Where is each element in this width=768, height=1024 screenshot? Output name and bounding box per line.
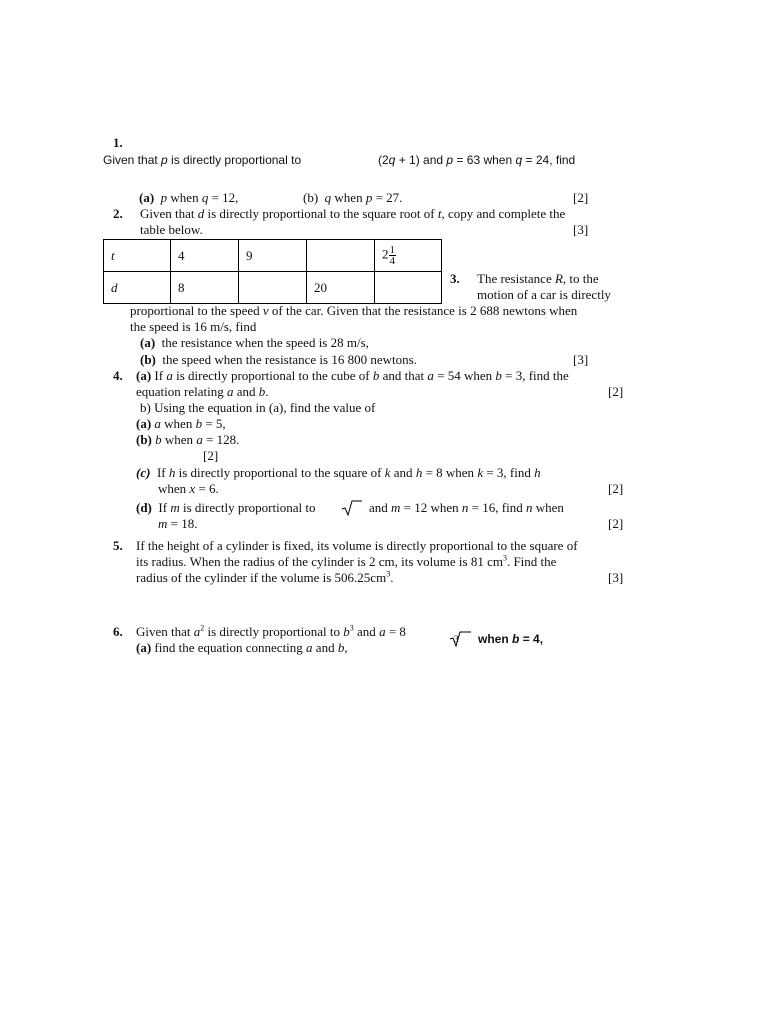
table-cell-mixed-number xyxy=(375,240,442,272)
q1-number: 1. xyxy=(113,135,123,150)
var-a: a xyxy=(427,368,434,383)
q4-text: = 12 when xyxy=(400,500,462,515)
q4-text: = 6. xyxy=(195,481,219,496)
var-q: q xyxy=(201,190,209,205)
root-index: 3 xyxy=(454,634,459,644)
q1-stem-text: = 63 when xyxy=(453,153,516,167)
var-q: q xyxy=(388,153,396,167)
var-h: h xyxy=(168,465,176,480)
table-cell xyxy=(239,272,307,304)
q3-text: , to the xyxy=(562,271,599,286)
q4-text: equation relating xyxy=(136,384,227,399)
q4-text: is directly proportional to the square of xyxy=(175,465,385,480)
proportion-table xyxy=(103,239,442,304)
var-b: b xyxy=(512,632,520,646)
q2-text: Given that xyxy=(140,206,198,221)
q4-text: . xyxy=(265,384,269,399)
part-text: the speed when the resistance is 16 800 newtons. xyxy=(162,352,417,367)
q4-text: and xyxy=(369,500,392,515)
var-t: t xyxy=(437,206,442,221)
var-p: p xyxy=(446,153,454,167)
table-cell xyxy=(375,272,442,304)
q1-stem-text: is directly proportional to xyxy=(167,153,302,167)
var-q: q xyxy=(515,153,523,167)
q2-line2: table below. xyxy=(140,222,203,237)
q4-d-marks: [2] xyxy=(608,516,624,531)
q4-part-d-line2 xyxy=(158,516,197,531)
part-label: (a) xyxy=(139,190,155,205)
q1-part-a xyxy=(139,190,238,205)
var-b: b xyxy=(195,416,203,431)
cube-root-sign-icon xyxy=(449,630,473,648)
q2-line1 xyxy=(140,206,565,221)
q4-text: = 8 when xyxy=(422,465,478,480)
part-label: (a) xyxy=(136,368,152,383)
q3-line4: the speed is 16 m/s, find xyxy=(130,319,257,334)
q4-part-b-intro: b) Using the equation in (a), find the value of xyxy=(140,400,376,415)
part-label: (d) xyxy=(136,500,152,515)
var-b: b xyxy=(343,624,350,639)
q1-stem-text: = 24, find xyxy=(522,153,576,167)
table-cell: d xyxy=(104,272,171,304)
q5-number: 5. xyxy=(113,538,123,553)
q5-text: its radius. When the radius of the cylinder is 2 cm, its volume is 81 cm xyxy=(136,554,503,569)
var-x: x xyxy=(189,481,196,496)
whole-part: 2 xyxy=(382,246,389,262)
q4-text: = 5, xyxy=(202,416,226,431)
q3-line2: motion of a car is directly xyxy=(477,287,611,302)
q4-part-c-line1 xyxy=(136,465,541,480)
var-b: b xyxy=(258,384,266,399)
part-label: (b) xyxy=(140,352,156,367)
q3-part-a xyxy=(140,335,369,350)
q2-marks: [3] xyxy=(573,222,589,237)
square-root-sign-icon xyxy=(341,499,363,517)
q3-line3 xyxy=(130,303,577,318)
var-a: a xyxy=(196,432,203,447)
q6-text: , xyxy=(344,640,348,655)
var-q: q xyxy=(324,190,332,205)
table-row-d xyxy=(104,272,442,304)
q4-text: If xyxy=(158,500,171,515)
var-d: d xyxy=(197,206,205,221)
q6-text: and xyxy=(353,624,380,639)
q4-text: is directly proportional to xyxy=(179,500,316,515)
q4-text: = 3, find the xyxy=(501,368,569,383)
q4-text: and that xyxy=(379,368,428,383)
q3-marks: [3] xyxy=(573,352,589,367)
q6-text: Given that xyxy=(136,624,194,639)
q2-text: is directly proportional to the square root of xyxy=(204,206,438,221)
var-n: n xyxy=(461,500,469,515)
q6-text: when xyxy=(478,632,513,646)
table-cell xyxy=(307,240,375,272)
q4-part-c-line2 xyxy=(158,481,219,496)
q3-text: proportional to the speed xyxy=(130,303,263,318)
var-p: p xyxy=(160,190,168,205)
part-text: when xyxy=(331,190,366,205)
part-text: = 12, xyxy=(208,190,239,205)
part-label: (c) xyxy=(136,465,151,480)
part-label: (a) xyxy=(136,416,152,431)
q1-stem-text: Given that xyxy=(103,153,162,167)
q4-sub-marks: [2] xyxy=(203,448,219,463)
q4-text: is directly proportional to the cube of xyxy=(172,368,373,383)
var-a: a xyxy=(379,624,386,639)
superscript: 3 xyxy=(386,569,391,579)
q4-text: when xyxy=(158,481,190,496)
q1-part-b xyxy=(303,190,402,205)
q4-text: = 18. xyxy=(167,516,198,531)
var-b: b xyxy=(155,432,162,447)
var-b: b xyxy=(337,640,345,655)
q2-text: , copy and complete the xyxy=(441,206,566,221)
q4-part-d-line1 xyxy=(136,500,315,515)
q5-line3 xyxy=(136,570,393,585)
q6-text: is directly proportional to xyxy=(204,624,344,639)
var-b: b xyxy=(372,368,380,383)
table-cell: 8 xyxy=(171,272,239,304)
var-m: m xyxy=(170,500,180,515)
table-cell: 20 xyxy=(307,272,375,304)
part-label: (b) xyxy=(136,432,152,447)
q4-a-marks: [2] xyxy=(608,384,624,399)
q6-text: and xyxy=(312,640,338,655)
q1-stem-text: + 1) and xyxy=(395,153,447,167)
q6-text: find the equation connecting xyxy=(151,640,307,655)
q4-sub-a xyxy=(136,416,226,431)
q4-text: when xyxy=(532,500,564,515)
var-m: m xyxy=(391,500,401,515)
var-k: k xyxy=(384,465,391,480)
fraction xyxy=(389,245,397,266)
var-h: h xyxy=(415,465,423,480)
q5-marks: [3] xyxy=(608,570,624,585)
q6-text: = 8 xyxy=(385,624,406,639)
q3-number: 3. xyxy=(450,271,460,286)
table-cell: t xyxy=(104,240,171,272)
q1-stem-text: (2 xyxy=(378,153,389,167)
q4-text: and xyxy=(233,384,259,399)
q4-text: If xyxy=(151,368,167,383)
q6-line1 xyxy=(136,624,406,639)
superscript: 3 xyxy=(349,623,354,633)
var-h: h xyxy=(534,465,541,480)
q4-text: when xyxy=(161,432,197,447)
q4-sub-b xyxy=(136,432,239,447)
q5-line2 xyxy=(136,554,556,569)
q4-part-a-line2 xyxy=(136,384,269,399)
q5-text: radius of the cylinder if the volume is 506.25cm xyxy=(136,570,387,585)
part-text: the resistance when the speed is 28 m/s, xyxy=(161,335,369,350)
q4-c-marks: [2] xyxy=(608,481,624,496)
q4-number: 4. xyxy=(113,368,123,383)
q3-text: of the car. Given that the resistance is 2 688 newtons when xyxy=(268,303,578,318)
part-label: (a) xyxy=(136,640,152,655)
var-a: a xyxy=(306,640,313,655)
q4-text: when xyxy=(160,416,196,431)
q3-line1 xyxy=(477,271,599,286)
q4-text: = 128. xyxy=(202,432,240,447)
var-m: m xyxy=(158,516,168,531)
table-cell: 9 xyxy=(239,240,307,272)
q5-text: . xyxy=(390,570,394,585)
var-r: R xyxy=(554,271,563,286)
fraction-numerator: 1 xyxy=(389,244,395,256)
var-a: a xyxy=(226,384,234,399)
q2-number: 2. xyxy=(113,206,123,221)
var-b: b xyxy=(495,368,502,383)
q4-text: If xyxy=(156,465,169,480)
q4-part-a-line1 xyxy=(136,368,569,383)
fraction-denominator: 4 xyxy=(389,255,395,267)
superscript: 3 xyxy=(502,553,507,563)
q6-part-a xyxy=(136,640,348,655)
q1-marks: [2] xyxy=(573,190,589,205)
q4-text: = 3, find xyxy=(483,465,535,480)
var-a: a xyxy=(166,368,173,383)
table-cell: 4 xyxy=(171,240,239,272)
q4-text: and xyxy=(390,465,416,480)
q3-part-b xyxy=(140,352,417,367)
part-label: (a) xyxy=(140,335,156,350)
part-label: (b) xyxy=(303,190,319,205)
part-text: when xyxy=(167,190,202,205)
q4-text: = 16, find xyxy=(468,500,526,515)
q6-text: = 4, xyxy=(519,632,544,646)
superscript: 2 xyxy=(200,623,205,633)
var-a: a xyxy=(193,624,201,639)
table-row-t xyxy=(104,240,442,272)
q5-text: . Find the xyxy=(506,554,557,569)
var-a: a xyxy=(154,416,161,431)
var-v: v xyxy=(262,303,269,318)
var-k: k xyxy=(477,465,484,480)
q1-stem xyxy=(103,153,301,168)
q6-condition xyxy=(478,632,543,647)
var-n: n xyxy=(525,500,533,515)
var-p: p xyxy=(161,153,168,167)
q4-part-d-line1-cont xyxy=(369,500,564,515)
part-text: = 27. xyxy=(372,190,403,205)
q3-text: The resistance xyxy=(477,271,555,286)
q5-line1: If the height of a cylinder is fixed, its volume is directly proportional to the square of xyxy=(136,538,578,553)
var-p: p xyxy=(365,190,373,205)
q6-number: 6. xyxy=(113,624,123,639)
q4-text: = 54 when xyxy=(433,368,496,383)
q1-stem-continued xyxy=(378,153,575,168)
